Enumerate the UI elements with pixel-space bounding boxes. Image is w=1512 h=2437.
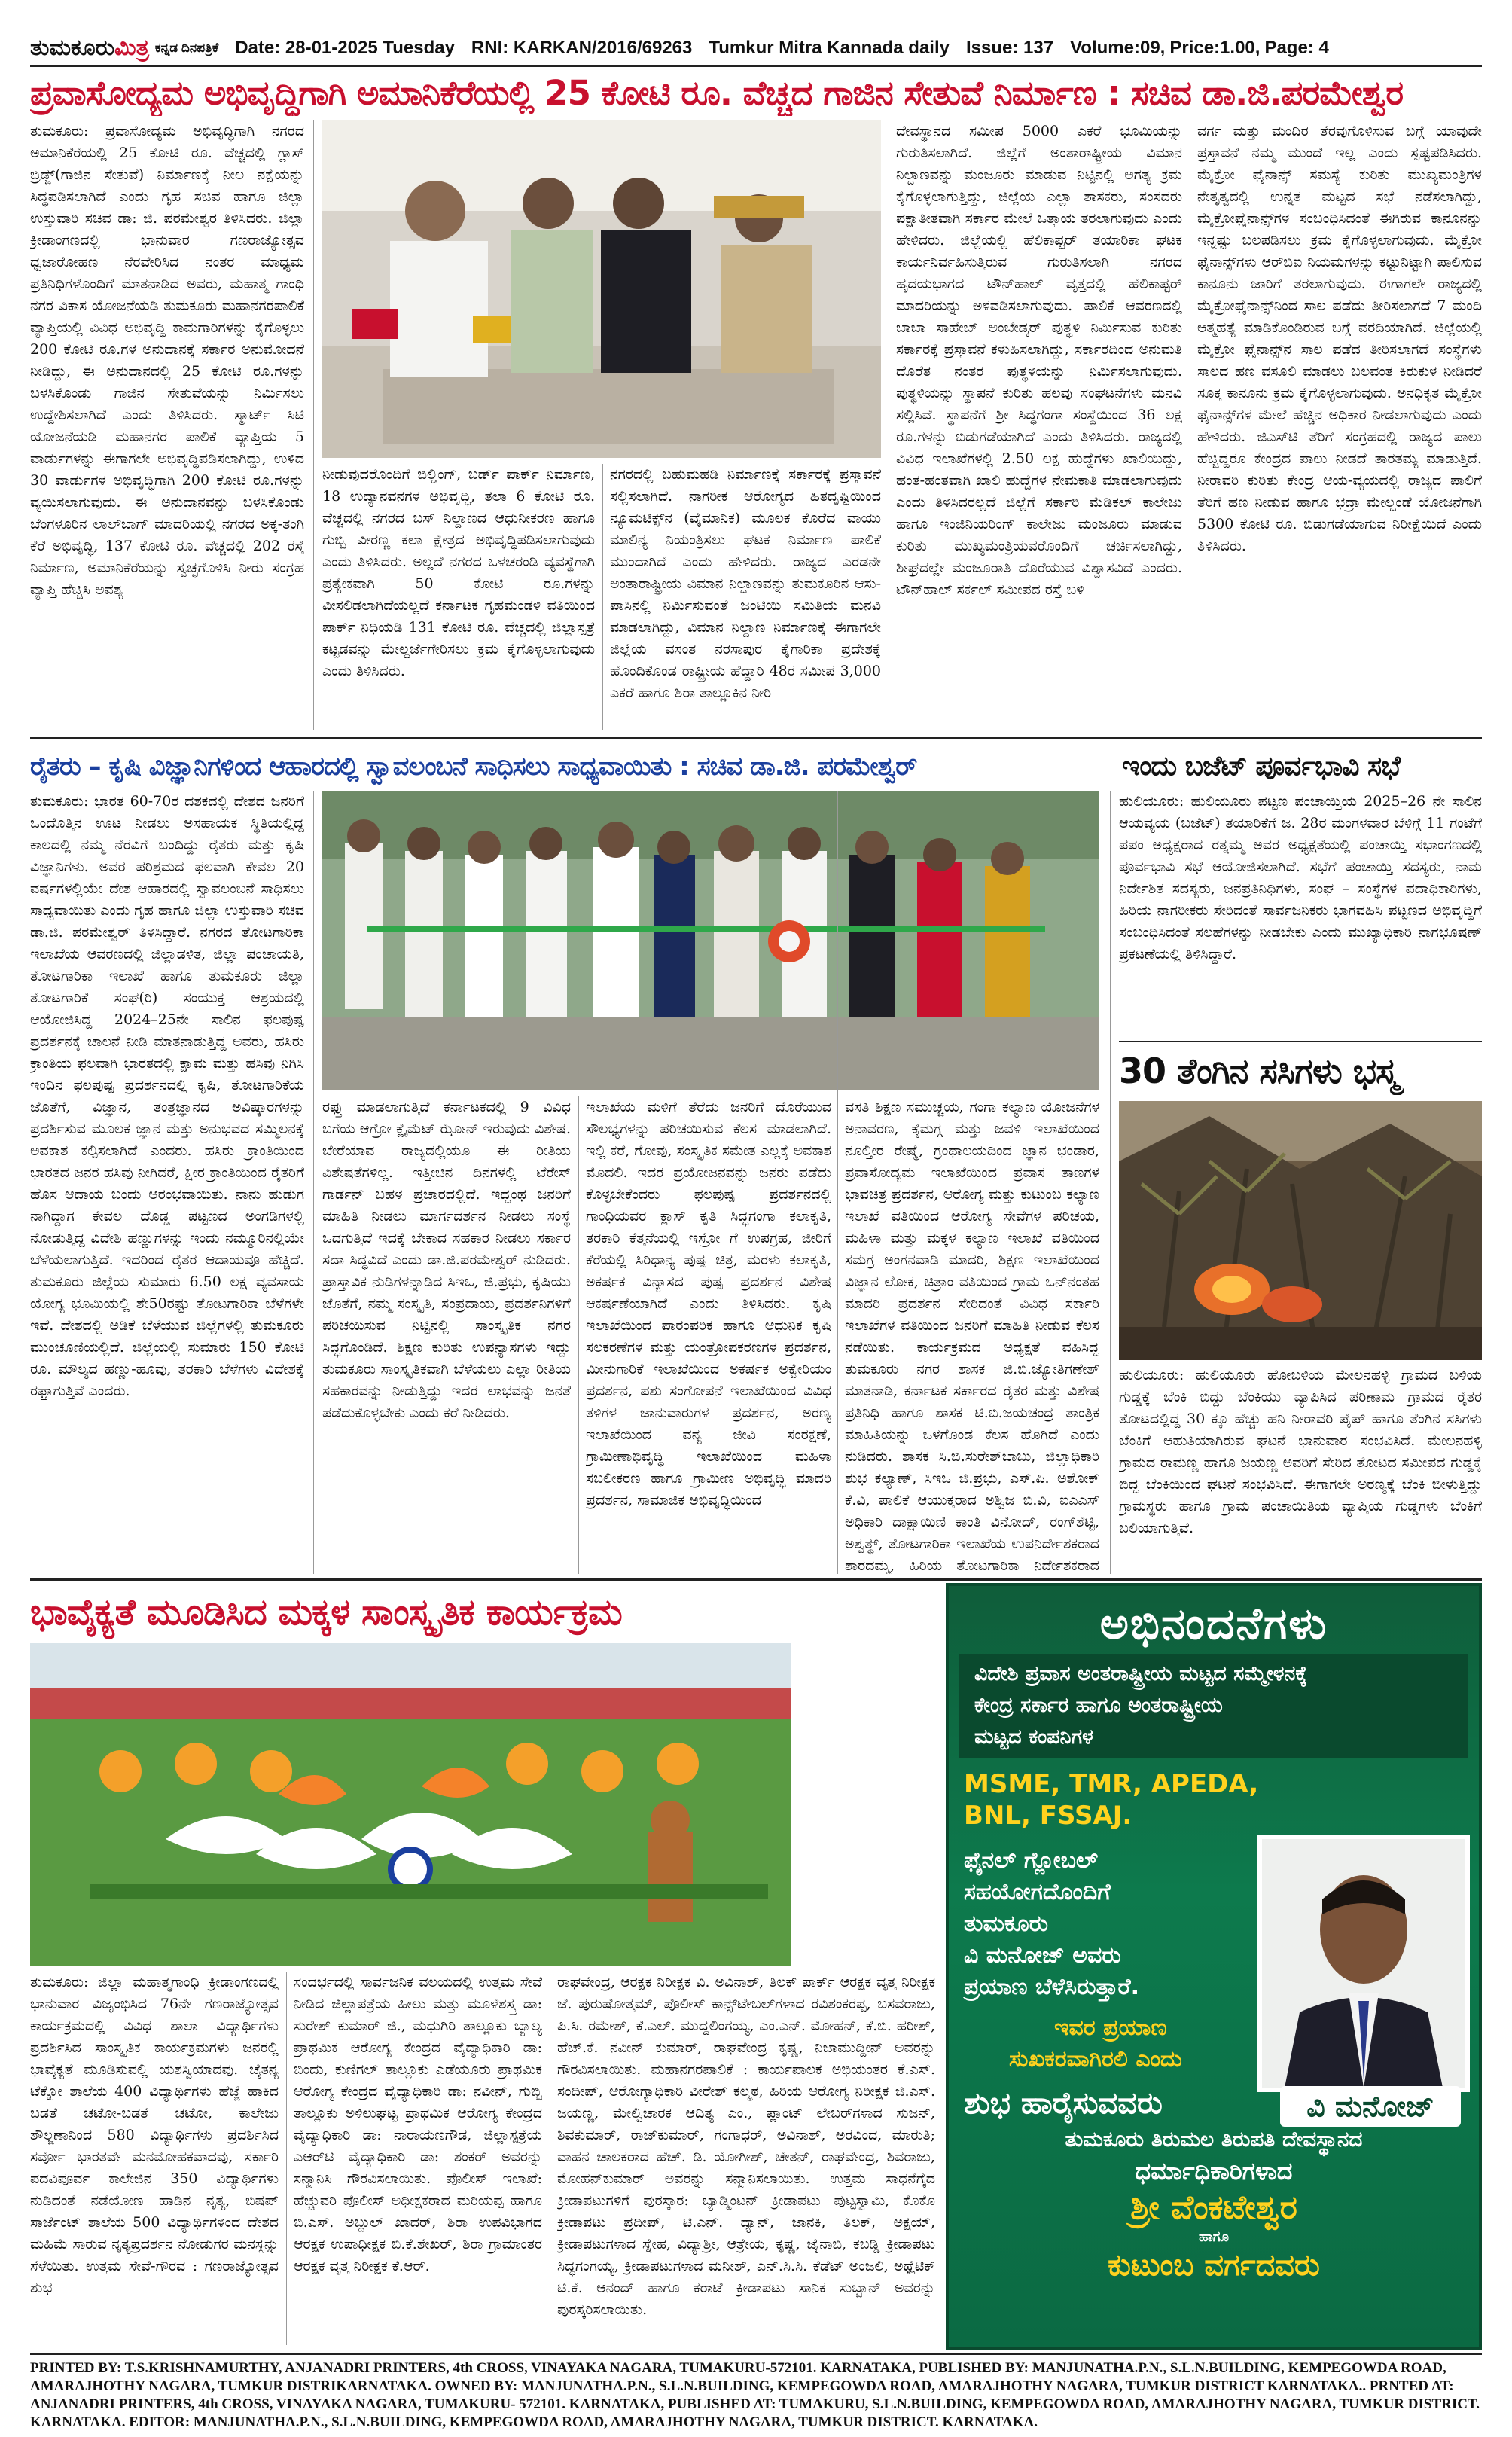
column-divider bbox=[313, 120, 314, 730]
column-divider bbox=[837, 791, 838, 1574]
story1-column-1: ತುಮಕೂರು: ಪ್ರವಾಸೋದ್ಯಮ ಅಭಿವೃದ್ಧಿಗಾಗಿ ನಗರದ ಅಮಾನಿಕೆರೆಯಲ್ಲಿ 25 ಕೋಟಿ ರೂ. ವೆಚ್ಚದಲ್ಲಿ ಗ್ಲಾಸ್ ಬ್ರಿಡ್ಜ್(ಗಾಜಿನ ಸೇತುವೆ) ನಿರ್ಮಾಣಕ್ಕೆ ನೀಲ ನಕ್ಷೆಯನ್ನು ಸಿದ್ಧಪಡಿಸಲಾಗಿದೆ ಎಂದು ಗೃಹ ಸಚಿವ ಹಾಗೂ ಜಿಲ್ಲಾ ಉಸ್ತುವಾರಿ ಸಚಿವ ಡಾ: ಜಿ. ಪರಮೇಶ್ವರ ತಿಳಿಸಿದರು. ಜಿಲ್ಲಾ ಕ್ರೀಡಾಂಗಣದಲ್ಲಿ ಭಾನುವಾರ ಗಣರಾಜ್ಯೋತ್ಸವ ಧ್ವಜಾರೋಹಣ ನೆರವೇರಿಸಿದ ನಂತರ ಮಾಧ್ಯಮ ಪ್ರತಿನಿಧಿಗಳೊಂದಿಗೆ ಮಾತನಾಡಿದ ಅವರು, ಮಹಾತ್ಮ ಗಾಂಧಿ ನಗರ ವಿಕಾಸ ಯೋಜನೆಯಡಿ ತುಮಕೂರು ಮಹಾನಗರಪಾಲಿಕೆ ವ್ಯಾಪ್ತಿಯಲ್ಲಿ ವಿವಿಧ ಅಭಿವೃದ್ಧಿ ಕಾಮಗಾರಿಗಳನ್ನು ಕೈಗೊಳ್ಳಲು 200 ಕೋಟಿ ರೂ.ಗಳ ಅನುದಾನಕ್ಕೆ ಸರ್ಕಾರ ಅನುಮೋದನೆ ನೀಡಿದ್ದು, ಈ ಅನುದಾನದಲ್ಲಿ 25 ಕೋಟಿ ರೂ.ಗಳನ್ನು ಬಳಸಿಕೊಂಡು ಗಾಜಿನ ಸೇತುವೆಯನ್ನು ನಿರ್ಮಿಸಲು ಉದ್ದೇಶಿಸಲಾಗಿದೆ ಎಂದು ತಿಳಿಸಿದರು. ಸ್ಮಾರ್ಟ್ ಸಿಟಿ ಯೋಜನೆಯಡಿ ಮಹಾನಗರ ಪಾಲಿಕೆ ವ್ಯಾಪ್ತಿಯ 5 ವಾರ್ಡುಗಳನ್ನು ಈಗಾಗಲೇ ಅಭಿವೃದ್ಧಿಪಡಿಸಲಾಗಿದ್ದು, ಉಳಿದ 30 ವಾರ್ಡುಗಳ ಅಭಿವೃದ್ಧಿಗಾಗಿ 200 ಕೋಟಿ ರೂ.ಗಳನ್ನು ವ್ಯಯಿಸಲಾಗುವುದು. ಈ ಅನುದಾನವನ್ನು ಬಳಸಿಕೊಂಡು ಬೆಂಗಳೂರಿನ ಲಾಲ್‌ಬಾಗ್ ಮಾದರಿಯಲ್ಲಿ ನಗರದ ಅಕ್ಕ-ತಂಗಿ ಕೆರೆ ಅಭಿವೃದ್ಧಿ, 137 ಕೋಟಿ ರೂ. ವೆಚ್ಚದಲ್ಲಿ 202 ರಸ್ತೆ ನಿರ್ಮಾಣ, ಅಮಾನಿಕೆರೆಯನ್ನು ಸ್ವಚ್ಛಗೊಳಿಸಿ ನೀರು ಸಂಗ್ರಹ ವ್ಯಾಪ್ತಿ ಹೆಚ್ಚಿಸಿ ಅವಶ್ಯ bbox=[30, 123, 304, 598]
column-divider bbox=[286, 1972, 287, 2345]
page-number: Page: 4 bbox=[1264, 38, 1329, 58]
ad-line-10: ಪ್ರಯಾಣ ಬೆಳೆಸಿರುತ್ತಾರೆ. bbox=[964, 1974, 1140, 2000]
coconut-headline: 30 ತೆಂಗಿನ ಸಸಿಗಳು ಭಸ್ಮ bbox=[1119, 1051, 1398, 1091]
ad-line-8: ತುಮಕೂರು bbox=[964, 1911, 1049, 1937]
story2-headline: ರೈತರು – ಕೃಷಿ ವಿಜ್ಞಾನಿಗಳಿಂದ ಆಹಾರದಲ್ಲಿ ಸ್ವಾವಲಂಬನೆ ಸಾಧಿಸಲು ಸಾಧ್ಯವಾಯಿತು : ಸಚಿವ ಡಾ.ಜಿ. ಪರಮೇಶ್ವರ್ bbox=[30, 752, 917, 782]
ad-line-14: ತುಮಕೂರು ತಿರುಮಲ ತಿರುಪತಿ ದೇವಸ್ಥಾನದ bbox=[1065, 2127, 1363, 2152]
ad-line-3: ಮಟ್ಟದ ಕಂಪನಿಗಳ bbox=[974, 1725, 1093, 1749]
congratulations-ad bbox=[946, 1583, 1482, 2350]
column-divider bbox=[602, 464, 603, 730]
rni-number: RNI: KARKAN/2016/69263 bbox=[471, 38, 693, 58]
story1-photo bbox=[322, 120, 881, 458]
budget-headline: ಇಂದು ಬಜೆಟ್ ಪೂರ್ವಭಾವಿ ಸಭೆ bbox=[1122, 751, 1401, 782]
ad-line-6: ಫೈನಲ್ ಗ್ಲೋಬಲ್ bbox=[964, 1847, 1099, 1874]
volume: Volume:09, bbox=[1070, 38, 1166, 58]
paper-name: Tumkur Mitra Kannada daily bbox=[709, 38, 950, 58]
story2-column-2: ರಫ್ತು ಮಾಡಲಾಗುತ್ತಿದೆ ಕರ್ನಾಟಕದಲ್ಲಿ 9 ವಿವಿಧ ಬಗೆಯ ಆಗ್ರೋ ಕ್ಲೈಮೆಟ್ ಝೋನ್ ಇರುವುದು ವಿಶೇಷ. ಬೇರೆಯಾವ ರಾಜ್ಯದಲ್ಲಿಯೂ ಈ ರೀತಿಯ ವಿಶೇಷತೆಗಳಿಲ್ಲ. ಇತ್ತೀಚಿನ ದಿನಗಳಲ್ಲಿ ಟೆರೇಸ್ ಗಾರ್ಡನ್ ಬಹಳ ಪ್ರಚಾರದಲ್ಲಿದೆ. ಇದ್ದಂಥ ಜನರಿಗೆ ಮಾಹಿತಿ ನೀಡಲು ಮಾರ್ಗದರ್ಶನ ನೀಡಲು ಸಂಸ್ಥೆ ಒದಗುತ್ತಿದೆ ಇದಕ್ಕೆ ಬೇಕಾದ ಸಹಕಾರ ನೀಡಲು ಸರ್ಕಾರ ಸದಾ ಸಿದ್ಧವಿದೆ ಎಂದು ಡಾ.ಜಿ.ಪರಮೇಶ್ವರ್ ನುಡಿದರು. ಪ್ರಾಸ್ತಾವಿಕ ನುಡಿಗಳನ್ನಾಡಿದ ಸಿಇಒ, ಜಿ.ಪ್ರಭು, ಕೃಷಿಯು ಜೊತೆಗೆ, ನಮ್ಮ ಸಂಸ್ಕೃತಿ, ಸಂಪ್ರದಾಯ, ಪ್ರದರ್ಶನಿಗಳಿಗೆ ಪರಿಚಯಿಸುವ ನಿಟ್ಟಿನಲ್ಲಿ ಸಾಂಸ್ಕೃತಿಕ ನಗರ ಸಿದ್ಧಗೊಂಡಿದೆ. ಶಿಕ್ಷಣ ಕುರಿತು ಉಪನ್ಯಾಸಗಳು ಇದ್ದು ತುಮಕೂರು ಸಾಂಸ್ಕೃತಿಕವಾಗಿ ಬೆಳೆಯಲು ಎಲ್ಲಾ ರೀತಿಯ ಸಹಕಾರವನ್ನು ನೀಡುತ್ತಿದ್ದು ಇದರ ಲಾಭವನ್ನು ಜನತೆ ಪಡೆದುಕೊಳ್ಳಬೇಕು ಎಂದು ಕರೆ ನೀಡಿದರು. bbox=[322, 1099, 571, 1421]
column-divider bbox=[578, 1096, 579, 1574]
ad-line-18: ಕುಟುಂಬ ವರ್ಗದವರು bbox=[1108, 2248, 1320, 2283]
column-divider bbox=[1110, 791, 1111, 1574]
story3-column-1: ತುಮಕೂರು: ಜಿಲ್ಲಾ ಮಹಾತ್ಮಗಾಂಧಿ ಕ್ರೀಡಾಂಗಣದಲ್ಲಿ ಭಾನುವಾರ ವಿಜೃಂಭಿಸಿದ 76ನೇ ಗಣರಾಜ್ಯೋತ್ಸವ ಕಾರ್ಯಕ್ರಮದಲ್ಲಿ ವಿವಿಧ ಶಾಲಾ ವಿದ್ಯಾರ್ಥಿಗಳು ಪ್ರದರ್ಶಿಸಿದ ಸಾಂಸ್ಕೃತಿಕ ಕಾರ್ಯಕ್ರಮಗಳು ಜನರಲ್ಲಿ ಭಾವೈಕ್ಯತೆ ಮೂಡಿಸುವಲ್ಲಿ ಯಶಸ್ವಿಯಾದವು. ಚೈತನ್ಯ ಟೆಕ್ನೋ ಶಾಲೆಯ 400 ವಿದ್ಯಾರ್ಥಿಗಳು ಹೆಜ್ಜೆ ಹಾಕಿದ ಬಡತೆ ಚಟೋ-ಬಡತೆ ಚಟೋ, ಕಾಲೇಜು ಶೌಲ್ಜಣಾನಿಂದ 580 ವಿದ್ಯಾರ್ಥಿಗಳು ಪ್ರದರ್ಶಿಸಿದ ಸರ್ವೋ ಭಾರತವೇ ಮನಮೋಹಕವಾದವು, ಸರ್ಕಾರಿ ಪದವಿಪೂರ್ವ ಕಾಲೇಜಿನ 350 ವಿದ್ಯಾರ್ಥಿಗಳು ನುಡಿದಂತೆ ನಡೆಯೋಣ ಹಾಡಿನ ನೃತ್ಯ, ಬಿಷಪ್ ಸಾರ್ಜೆಂಟ್ ಶಾಲೆಯ 500 ವಿದ್ಯಾರ್ಥಿಗಳಿಂದ ದೇಶದ ಮಹಿಮೆ ಸಾರುವ ನೃತ್ಯಪ್ರದರ್ಶನ ನೋಡುಗರ ಮನಸ್ಸನ್ನು ಸೆಳೆಯಿತು. ಉತ್ತಮ ಸೇವೆ-ಗೌರವ : ಗಣರಾಜ್ಯೋತ್ಸವ ಶುಭ bbox=[30, 1974, 279, 2296]
ad-name-tag: ವಿ ಮನೋಜ್ bbox=[1280, 2086, 1461, 2127]
story2-column-3: ಇಲಾಖೆಯ ಮಳಿಗೆ ತೆರೆದು ಜನರಿಗೆ ದೊರೆಯುವ ಸೌಲಭ್ಯಗಳನ್ನು ಪರಿಚಯಿಸುವ ಕೆಲಸ ಮಾಡಲಾಗಿದೆ. ಇಲ್ಲಿ ಕರೆ, ಗೋವು, ಸಂಸ್ಕೃತಿಕ ಸಮೇತ ಎಲ್ಲಕ್ಕೆ ಅವಕಾಶ ಮೊದಲಿ. ಇದರ ಪ್ರಯೋಜನವನ್ನು ಜನರು ಪಡೆದು ಕೊಳ್ಳಬೇಕೆಂದರು ಫಲಪುಷ್ಪ ಪ್ರದರ್ಶನದಲ್ಲಿ ಗಾಂಧಿಯವರ ಕ್ಲಾಸ್ ಕೃತಿ ಸಿದ್ಧಗಂಗಾ ಕಲಾಕೃತಿ, ತರಕಾರಿ ಕೆತ್ತನೆಯಲ್ಲಿ ಇಸ್ರೋ ಗೆ ಉಪಗ್ರಹ, ಜೀರಿಗೆ ಕೆರೆಯಲ್ಲಿ ಸಿರಿಧಾನ್ಯ ಪುಷ್ಪ ಚಿತ್ರ, ಮರಳು ಕಲಾಕೃತಿ, ಅಕರ್ಷಕ ವಿನ್ಯಾಸದ ಪುಷ್ಪ ಪ್ರದರ್ಶನ ವಿಶೇಷ ಆಕರ್ಷಣೆಯಾಗಿದೆ ಎಂದು ತಿಳಿಸಿದರು. ಕೃಷಿ ಇಲಾಖೆಯಿಂದ ಪಾರಂಪರಿಕ ಹಾಗೂ ಆಧುನಿಕ ಕೃಷಿ ಸಲಕರಣೆಗಳ ಮತ್ತು ಯಂತ್ರೋಪಕರಣಗಳ ಪ್ರದರ್ಶನ, ಮೀನುಗಾರಿಕೆ ಇಲಾಖೆಯಿಂದ ಅಕರ್ಷಕ ಅಕ್ವೇರಿಯಂ ಪ್ರದರ್ಶನ, ಪಶು ಸಂಗೋಪನೆ ಇಲಾಖೆಯಿಂದ ವಿವಿಧ ತಳಿಗಳ ಜಾನುವಾರುಗಳ ಪ್ರದರ್ಶನ, ಅರಣ್ಯ ಇಲಾಖೆಯಿಂದ ವನ್ಯ ಜೀವಿ ಸಂರಕ್ಷಣೆ, ಗ್ರಾಮೀಣಾಭಿವೃದ್ಧಿ ಇಲಾಖೆಯಿಂದ ಮಹಿಳಾ ಸಬಲೀಕರಣ ಹಾಗೂ ಗ್ರಾಮೀಣ ಅಭಿವೃದ್ಧಿ ಮಾದರಿ ಪ್ರದರ್ಶನ, ಸಾಮಾಜಿಕ ಅಭಿವೃದ್ಧಿಯಿಂದ bbox=[586, 1099, 831, 1508]
story2-column-4: ವಸತಿ ಶಿಕ್ಷಣ ಸಮುಚ್ಚಯ, ಗಂಗಾ ಕಲ್ಯಾಣ ಯೋಜನೆಗಳ ಅನಾವರಣ, ಕೈಮಗ್ಗ ಮತ್ತು ಜವಳಿ ಇಲಾಖೆಯಿಂದ ನೂಲ್ತೀರ ರೇಷ್ಮೆ, ಗ್ರಂಥಾಲಯದಿಂದ ಜ್ಞಾನ ಭಂಡಾರ, ಪ್ರವಾಸೋದ್ಯಮ ಇಲಾಖೆಯಿಂದ ಪ್ರವಾಸ ತಾಣಗಳ ಭಾವಚಿತ್ರ ಪ್ರದರ್ಶನ, ಆರೋಗ್ಯ ಮತ್ತು ಕುಟುಂಬ ಕಲ್ಯಾಣ ಇಲಾಖೆ ವತಿಯಿಂದ ಆರೋಗ್ಯ ಸೇವೆಗಳ ಪರಿಚಯ, ಮಹಿಳಾ ಮತ್ತು ಮಕ್ಕಳ ಕಲ್ಯಾಣ ಇಲಾಖೆ ವತಿಯಿಂದ ಸಮಗ್ರ ಅಂಗನವಾಡಿ ಮಾದರಿ, ಶಿಕ್ಷಣ ಇಲಾಖೆಯಿಂದ ವಿಜ್ಞಾನ ಲೋಕ, ಚಿತ್ರಾಂ ವತಿಯಿಂದ ಗ್ರಾಮ ಒನ್‌ನಂತಹ ಮಾದರಿ ಪ್ರದರ್ಶನ ಸೇರಿದಂತೆ ವಿವಿಧ ಸರ್ಕಾರಿ ಇಲಾಖೆಗಳ ವತಿಯಿಂದ ಜನರಿಗೆ ಮಾಹಿತಿ ನೀಡುವ ಕೆಲಸ ನಡೆಯಿತು. ಕಾರ್ಯಕ್ರಮದ ಅಧ್ಯಕ್ಷತೆ ವಹಿಸಿದ್ದ ತುಮಕೂರು ನಗರ ಶಾಸಕ ಜಿ.ಬಿ.ಜ್ಯೋತಿಗಣೇಶ್ ಮಾತನಾಡಿ, ಕರ್ನಾಟಕ ಸರ್ಕಾರದ ರೈತರ ಮತ್ತು ವಿಶೇಷ ಪ್ರತಿನಿಧಿ ಹಾಗೂ ಶಾಸಕ ಟಿ.ಬಿ.ಜಯಚಂದ್ರ ತಾಂತ್ರಿಕ ಮಾಹಿತಿಯನ್ನು ಒಳಗೊಂಡ ಕೆಲಸ ಹೊಗಿದೆ ಎಂದು ನುಡಿದರು. ಶಾಸಕ ಸಿ.ಬಿ.ಸುರೇಶ್‌ಬಾಬು, ಜಿಲ್ಲಾಧಿಕಾರಿ ಶುಭ ಕಲ್ಯಾಣ್, ಸಿಇಒ ಜಿ.ಪ್ರಭು, ಎಸ್.ಪಿ. ಅಶೋಕ್ ಕೆ.ವಿ, ಪಾಲಿಕೆ ಆಯುಕ್ತರಾದ ಅಶ್ವಿಜ ಬಿ.ವಿ, ಐಎಎಸ್ ಅಧಿಕಾರಿ ದಾಕ್ಷಾಯಿಣಿ ಕಾಂತಿ ವಿನೋದ್, ರಂಗ್‌ಶೆಟ್ಟಿ, ಅಶ್ವತ್ಥ್, ತೋಟಗಾರಿಕಾ ಇಲಾಖೆಯ ಉಪನಿರ್ದೇಶಕರಾದ ಶಾರದಮ್ಮ, ಹಿರಿಯ ತೋಟಗಾರಿಕಾ ನಿರ್ದೇಶಕರಾದ bbox=[845, 1099, 1099, 1574]
story1-headline: ಪ್ರವಾಸೋದ್ಯಮ ಅಭಿವೃದ್ಧಿಗಾಗಿ ಅಮಾನಿಕೆರೆಯಲ್ಲಿ 25 ಕೋಟಿ ರೂ. ವೆಚ್ಚದ ಗಾಜಿನ ಸೇತುವೆ ನಿರ್ಮಾಣ : ಸಚಿವ ಡಾ.ಜಿ.ಪರಮೇಶ್ವರ bbox=[30, 73, 1404, 113]
story1-column-2: ನೀಡುವುದರೊಂದಿಗೆ ಬಿಲ್ಡಿಂಗ್, ಬರ್ಡ್ ಪಾರ್ಕ್ ನಿರ್ಮಾಣ, 18 ಉದ್ಯಾನವನಗಳ ಅಭಿವೃದ್ಧಿ, ತಲಾ 6 ಕೋಟಿ ರೂ. ವೆಚ್ಚದಲ್ಲಿ ನಗರದ ಬಸ್ ನಿಲ್ದಾಣದ ಆಧುನೀಕರಣ ಹಾಗೂ ಗುಬ್ಬಿ ವೀರಣ್ಣ ಕಲಾ ಕ್ಷೇತ್ರದ ಅಭಿವೃದ್ಧಿಪಡಿಸಲಾಗುವುದು ಎಂದು ತಿಳಿಸಿದರು. ಅಲ್ಲದೆ ನಗರದ ಒಳಚರಂಡಿ ವ್ಯವಸ್ಥೆಗಾಗಿ ಪ್ರತ್ಯೇಕವಾಗಿ 50 ಕೋಟಿ ರೂ.ಗಳನ್ನು ವೀಸಲಿಡಲಾಗಿದೆಯಲ್ಲದೆ ಕರ್ನಾಟಕ ಗೃಹಮಂಡಳಿ ವತಿಯಿಂದ ಪಾರ್ಕ್ ನಿಧಿಯಡಿ 131 ಕೋಟಿ ರೂ. ವೆಚ್ಚದಲ್ಲಿ ಜಿಲ್ಲಾಸ್ಪತ್ರೆ ಕಟ್ಟಡವನ್ನು ಮೇಲ್ದರ್ಜೆಗೇರಿಸಲು ಕ್ರಮ ಕೈಗೊಳ್ಳಲಾಗುವುದು ಎಂದು ತಿಳಿಸಿದರು. bbox=[322, 466, 595, 679]
ad-line-16: ಶ್ರೀ ವೆಂಕಟೇಶ್ವರ bbox=[1130, 2188, 1297, 2227]
column-divider bbox=[313, 791, 314, 1574]
ad-line-2: ಕೇಂದ್ರ ಸರ್ಕಾರ ಹಾಗೂ ಅಂತರಾಷ್ಟ್ರೀಯ bbox=[974, 1694, 1223, 1717]
coconut-text: ಹುಲಿಯೂರು: ಹುಲಿಯೂರು ಹೋಬಳಿಯ ಮೇಲನಹಳ್ಳಿ ಗ್ರಾಮದ ಬಳಿಯ ಗುಡ್ಡಕ್ಕೆ ಬೆಂಕಿ ಬಿದ್ದು ಬೆಂಕಿಯು ವ್ಯಾಪಿಸಿದ ಪರಿಣಾಮ ಗ್ರಾಮದ ರೈತರ ತೋಟದಲ್ಲಿದ್ದ 30 ಕ್ಕೂ ಹೆಚ್ಚು ಹನಿ ನೀರಾವರಿ ಪೈಪ್ ಹಾಗೂ ತೆಂಗಿನ ಸಸಿಗಳು ಬೆಂಕಿಗೆ ಆಹುತಿಯಾಗಿರುವ ಘಟನೆ ಭಾನುವಾರ ಸಂಭವಿಸಿದೆ. ಮೇಲನಹಳ್ಳಿ ಗ್ರಾಮದ ರಾಮಣ್ಣ ಹಾಗೂ ಜಯಣ್ಣ ಅವರಿಗೆ ಸೇರಿದ ತೋಟದ ಸಮೀಪದ ಗುಡ್ಡಕ್ಕೆ ಬಿದ್ದ ಬೆಂಕಿಯಿಂದ ಘಟನೆ ಸಂಭವಿಸಿದೆ. ಈಗಾಗಲೇ ಅರಣ್ಯಕ್ಕೆ ಬೆಂಕಿ ಬೀಳುತ್ತಿದ್ದು ಗ್ರಾಮಸ್ಥರು ಹಾಗೂ ಗ್ರಾಮ ಪಂಚಾಯಿತಿಯ ವ್ಯಾಪ್ತಿಯ ಗುಡ್ಡಗಳು ಬೆಂಕಿಗೆ ಬಲಿಯಾಗುತ್ತಿವೆ. bbox=[1119, 1367, 1482, 1536]
story3-photo bbox=[30, 1643, 791, 1966]
story3-headline: ಭಾವೈಕ್ಯತೆ ಮೂಡಿಸಿದ ಮಕ್ಕಳ ಸಾಂಸ್ಕೃತಿಕ ಕಾರ್ಯಕ್ರಮ bbox=[30, 1591, 622, 1633]
story2-column-1: ತುಮಕೂರು: ಭಾರತ 60-70ರ ದಶಕದಲ್ಲಿ ದೇಶದ ಜನರಿಗೆ ಒಂದೊತ್ತಿನ ಊಟ ನೀಡಲು ಅಸಹಾಯಕ ಸ್ಥಿತಿಯಲ್ಲಿದ್ದ ಕಾಲದಲ್ಲಿ ನಮ್ಮ ನೆರವಿಗೆ ಬಂದಿದ್ದು ರೈತರು ಮತ್ತು ಕೃಷಿ ವಿಜ್ಞಾನಿಗಳು. ಅವರ ಪರಿಶ್ರಮದ ಫಲವಾಗಿ ಕೇವಲ 20 ವರ್ಷಗಳಲ್ಲಿಯೇ ದೇಶ ಆಹಾರದಲ್ಲಿ ಸ್ವಾವಲಂಬನೆ ಸಾಧಿಸಲು ಸಾಧ್ಯವಾಯಿತು ಎಂದು ಗೃಹ ಹಾಗೂ ಜಿಲ್ಲಾ ಉಸ್ತುವಾರಿ ಸಚಿವ ಡಾ.ಜಿ. ಪರಮೇಶ್ವರ್ ತಿಳಿಸಿದ್ದಾರೆ. ನಗರದ ತೋಟಗಾರಿಕಾ ಇಲಾಖೆಯ ಆವರಣದಲ್ಲಿ ಜಿಲ್ಲಾಡಳಿತ, ಜಿಲ್ಲಾ ಪಂಚಾಯತಿ, ತೋಟಗಾರಿಕಾ ಇಲಾಖೆ ಹಾಗೂ ತುಮಕೂರು ಜಿಲ್ಲಾ ತೋಟಗಾರಿಕೆ ಸಂಘ(ರಿ) ಸಂಯುಕ್ತ ಆಶ್ರಯದಲ್ಲಿ ಆಯೋಜಿಸಿದ್ದ 2024–25ನೇ ಸಾಲಿನ ಫಲಪುಷ್ಪ ಪ್ರದರ್ಶನಕ್ಕೆ ಚಾಲನೆ ನೀಡಿ ಮಾತನಾಡುತ್ತಿದ್ದ ಅವರು, ಹಸಿರು ಕ್ರಾಂತಿಯ ಫಲವಾಗಿ ಭಾರತದಲ್ಲಿ ಕ್ಷಾಮ ಮತ್ತು ಹಸಿವು ನಿಗಿಸಿ ಇಂದಿನ ಫಲಪುಷ್ಪ ಪ್ರದರ್ಶನದಲ್ಲಿ ಕೃಷಿ, ತೋಟಗಾರಿಕೆಯ ಜೊತೆಗೆ, ವಿಜ್ಞಾನ, ತಂತ್ರಜ್ಞಾನದ ಅವಿಷ್ಕಾರಗಳನ್ನು ಪ್ರದರ್ಶಿಸುವ ಮೂಲಕ ಜ್ಞಾನ ಮತ್ತು ಅನುಭವದ ಸಮ್ಮಿಲನಕ್ಕೆ ಅವಕಾಶ ಕಲ್ಪಿಸಲಾಗಿದೆ ಎಂದರು. ಹಸಿರು ಕ್ರಾಂತಿಯಿಂದ ಭಾರತದ ಜನರ ಹಸಿವು ನೀಗಿದರೆ, ಕ್ಷೀರ ಕ್ರಾಂತಿಯಿಂದ ರೈತರಿಗೆ ಹೊಸ ಆದಾಯ ಬಂದು ಆರಂಭವಾಯಿತು. ನಾನು ಹುಡುಗ ನಾಗಿದ್ದಾಗ ಕೇವಲ ದೊಡ್ಡ ಪಟ್ಟಣದ ಅಂಗಡಿಗಳಲ್ಲಿ ನೋಡುತ್ತಿದ್ದ ವಿದೇಶಿ ಹಣ್ಣುಗಳನ್ನು ಇಂದು ನಮ್ಮೂರಿನಲ್ಲಿಯೇ ಬೆಳೆಯಲಾಗುತ್ತಿದೆ. ಇದರಿಂದ ರೈತರ ಆದಾಯವೂ ಹೆಚ್ಚಿದೆ. ತುಮಕೂರು ಜಿಲ್ಲೆಯ ಸುಮಾರು 6.50 ಲಕ್ಷ ವ್ಯವಸಾಯ ಯೋಗ್ಯ ಭೂಮಿಯಲ್ಲಿ ಶೇ50ರಷ್ಟು ತೋಟಗಾರಿಕಾ ಬೆಳೆಗಳೇ ಇವೆ. ದೇಶದಲ್ಲಿ ಅಡಿಕೆ ಬೆಳೆಯುವ ಜಿಲ್ಲೆಗಳಲ್ಲಿ ತುಮಕೂರು ಮುಂಚೂಣಿಯಲ್ಲಿದೆ. ಜಿಲ್ಲೆಯಲ್ಲಿ ಸುಮಾರು 150 ಕೋಟಿ ರೂ. ಮೌಲ್ಯದ ಹಣ್ಣು-ಹೂವು, ತರಕಾರಿ ಬೆಳೆಗಳು ವಿದೇಶಕ್ಕೆ ರಫ್ತಾಗುತ್ತಿವೆ ಎಂದರು. bbox=[30, 793, 304, 1399]
story2-photo bbox=[322, 791, 1099, 1090]
ad-line-5: BNL, FSSAJ. bbox=[964, 1801, 1132, 1831]
paper-tagline: ಕನ್ನಡ ದಿನಪತ್ರಿಕೆ bbox=[154, 41, 219, 55]
ad-title: ಅಭಿನಂದನೆಗಳು bbox=[1099, 1598, 1328, 1649]
coconut-fire-photo bbox=[1119, 1101, 1482, 1360]
issue-number: Issue: 137 bbox=[966, 38, 1054, 58]
story1-column-4: ದೇವಸ್ಥಾನದ ಸಮೀಪ 5000 ಎಕರೆ ಭೂಮಿಯನ್ನು ಗುರುತಿಸಲಾಗಿದೆ. ಜಿಲ್ಲೆಗೆ ಅಂತಾರಾಷ್ಟ್ರೀಯ ವಿಮಾನ ನಿಲ್ದಾಣವನ್ನು ಮಂಜೂರು ಮಾಡುವ ನಿಟ್ಟಿನಲ್ಲಿ ಅಗತ್ಯ ಕ್ರಮ ಕೈಗೊಳ್ಳಲಾಗುತ್ತಿದ್ದು, ಜಿಲ್ಲೆಯ ಎಲ್ಲಾ ಶಾಸಕರು, ಸಂಸದರು ಪಕ್ಷಾತೀತವಾಗಿ ಸರ್ಕಾರ ಮೇಲೆ ಒತ್ತಾಯ ತರಲಾಗುವುದು ಎಂದು ಹೇಳಿದರು. ಜಿಲ್ಲೆಯಲ್ಲಿ ಹೆಲಿಕಾಪ್ಟರ್ ತಯಾರಿಕಾ ಘಟಕ ಕಾರ್ಯನಿರ್ವಹಿಸುತ್ತಿರುವ ಗುರುತಿಸಲಾಗಿ ನಗರದ ಹೃದಯಭಾಗದ ಟೌನ್‌ಹಾಲ್ ವೃತ್ತದಲ್ಲಿ ಹೆಲಿಕಾಪ್ಟರ್ ಮಾದರಿಯನ್ನು ಅಳವಡಿಸಲಾಗುವುದು. ಪಾಲಿಕೆ ಆವರಣದಲ್ಲಿ ಬಾಬಾ ಸಾಹೇಬ್ ಅಂಬೇಡ್ಕರ್ ಪುತ್ಥಳಿ ನಿರ್ಮಿಸುವ ಕುರಿತು ಸರ್ಕಾರಕ್ಕೆ ಪ್ರಸ್ತಾವನೆ ಕಳುಹಿಸಲಾಗಿದ್ದು, ಸರ್ಕಾರದಿಂದ ಅನುಮತಿ ದೊರೆತ ನಂತರ ಪುತ್ಥಳಿಯನ್ನು ನಿರ್ಮಿಸಲಾಗುವುದು. ಪುತ್ಥಳಿಯನ್ನು ಸ್ಥಾಪನೆ ಕುರಿತು ಹಲವು ಸಂಘಟನೆಗಳು ಮನವಿ ಸಲ್ಲಿಸಿವೆ. ಸ್ಥಾಪನೆಗೆ ಶ್ರೀ ಸಿದ್ಧಗಂಗಾ ಸಂಸ್ಥೆಯಿಂದ 36 ಲಕ್ಷ ರೂ.ಗಳನ್ನು ಬಿಡುಗಡೆಯಾಗಿದೆ ಎಂದು ತಿಳಿಸಿದರು. ರಾಜ್ಯದಲ್ಲಿ ವಿವಿಧ ಇಲಾಖೆಗಳಲ್ಲಿ 2.50 ಲಕ್ಷ ಹುದ್ದೆಗಳು ಖಾಲಿಯಿದ್ದು, ಹಂತ-ಹಂತವಾಗಿ ಖಾಲಿ ಹುದ್ದೆಗಳ ನೇಮಕಾತಿ ಮಾಡಲಾಗುವುದು ಎಂದು ತಿಳಿಸಿದರಲ್ಲದೆ ಜಿಲ್ಲೆಗೆ ಸರ್ಕಾರಿ ಮೆಡಿಕಲ್ ಕಾಲೇಜು ಹಾಗೂ ಇಂಜಿನಿಯರಿಂಗ್ ಕಾಲೇಜು ಮಂಜೂರು ಮಾಡುವ ಕುರಿತು ಮುಖ್ಯಮಂತ್ರಿಯವರೊಂದಿಗೆ ಚರ್ಚಿಸಲಾಗಿದ್ದು, ಶೀಘ್ರದಲ್ಲೇ ಮಂಜೂರಾತಿ ದೊರೆಯುವ ವಿಶ್ವಾಸವಿದೆ ಎಂದರು. ಟೌನ್‌ಹಾಲ್ ಸರ್ಕಲ್ ಸಮೀಪದ ರಸ್ತೆ ಬಳಿ bbox=[896, 123, 1182, 598]
ad-line-11: ಇವರ ಪ್ರಯಾಣ bbox=[1054, 2015, 1167, 2041]
ad-line-4: MSME, TMR, APEDA, bbox=[964, 1769, 1259, 1799]
ad-line-7: ಸಹಯೋಗದೊಂದಿಗೆ bbox=[964, 1879, 1111, 1905]
masthead bbox=[30, 32, 1482, 67]
ad-line-12: ಸುಖಕರವಾಗಿರಲಿ ಎಂದು bbox=[1009, 2046, 1182, 2073]
ad-intro-band bbox=[959, 1654, 1468, 1758]
price: Price:1.00, bbox=[1169, 38, 1261, 58]
ad-line-9: ವಿ ಮನೋಜ್ ಅವರು bbox=[964, 1942, 1121, 1969]
ad-line-17: ಹಾಗೂ bbox=[1198, 2229, 1230, 2245]
section-rule bbox=[30, 737, 1482, 739]
section-rule bbox=[1119, 1041, 1482, 1042]
story3-column-three: ರಾಘವೇಂದ್ರ, ಆರಕ್ಷಕ ನಿರೀಕ್ಷಕ ವಿ. ಅವಿನಾಶ್, ತಿಲಕ್ ಪಾರ್ಕ್ ಆರಕ್ಷಕ ವೃತ್ತ ನಿರೀಕ್ಷಕ ಜೆ. ಪುರುಷೋತ್ತಮ್, ಪೊಲೀಸ್ ಕಾನ್ಸ್‌ಟೇಬಲ್‌ಗಳಾದ ರವಿಶಂಕರಪ್ಪ, ಬಸವರಾಜು, ಪಿ.ಸಿ. ರಮೇಶ್, ಕೆ.ಎಲ್. ಮುದ್ದಲಿಂಗಯ್ಯ, ಎಂ.ಎನ್. ಮೋಹನ್, ಕೆ.ಬಿ. ಹರೀಶ್, ಹೆಚ್.ಕೆ. ನವೀನ್ ಕುಮಾರ್, ರಾಘವೇಂದ್ರ ಕೃಷ್ಣ, ನಿಜಾಮುದ್ದೀನ್ ಅವರನ್ನು ಗೌರವಿಸಲಾಯಿತು. ಮಹಾನಗರಪಾಲಿಕೆ : ಕಾರ್ಯಪಾಲಕ ಅಭಿಯಂತರ ಕೆ.ಎಸ್. ಸಂದೀಪ್, ಆರೋಗ್ಯಾಧಿಕಾರಿ ವೀರೇಶ್ ಕಲ್ಮಠ, ಹಿರಿಯ ಆರೋಗ್ಯ ನಿರೀಕ್ಷಕ ಜಿ.ಎಸ್. ಜಯಣ್ಣ, ಮೇಲ್ವಿಚಾರಕ ಆದಿತ್ಯ ಎಂ., ಪ್ಲಾಂಟ್ ಲೇಬರ್‌ಗಳಾದ ಸುಜನ್, ಶಿವಕುಮಾರ್, ರಾಜ್‌ಕುಮಾರ್, ಗಂಗಾಧರ್, ಅವಿನಾಶ್, ಅರವಿಂದ, ಮಾರುತಿ; ವಾಹನ ಚಾಲಕರಾದ ಹೆಚ್. ಡಿ. ಯೋಗೀಶ್, ಚೇತನ್, ರಾಘವೇಂದ್ರ, ಶಿವರಾಜು, ಮೋಹನ್‌ಕುಮಾರ್ ಅವರನ್ನು ಸನ್ಮಾನಿಸಲಾಯಿತು. ಉತ್ತಮ ಸಾಧನೆಗೈದ ಕ್ರೀಡಾಪಟುಗಳಿಗೆ ಪುರಸ್ಕಾರ: ಬ್ಯಾಡ್ಮಿಂಟನ್ ಕ್ರೀಡಾಪಟು ಪುಟ್ಟಸ್ವಾಮಿ, ಕೊಕೊ ಕ್ರೀಡಾಪಟು ಪ್ರದೀಪ್, ಟಿ.ಎನ್. ದ್ಯಾನ್, ಜಾನಕಿ, ತಿಲಕ್, ಅಕ್ಷಯ್, ಕ್ರೀಡಾಪಟುಗಳಾದ ಸ್ನೇಹ, ವಿದ್ಯಾಶ್ರೀ, ಆತ್ರೇಯ, ಕೃಷ್ಣ, ಜೈನಾಬಿ, ಕಬಡ್ಡಿ ಕ್ರೀಡಾಪಟು ಸಿದ್ಧಗಂಗಯ್ಯ, ಕ್ರೀಡಾಪಟುಗಳಾದ ಮನೀಶ್, ಎನ್.ಸಿ.ಸಿ. ಕೆಡೆಟ್ ಅಂಜಲಿ, ಅಥ್ಲೆಟಿಕ್ ಟಿ.ಕೆ. ಆನಂದ್ ಹಾಗೂ ಕರಾಟೆ ಕ್ರೀಡಾಪಟು ಸಾನಿಕ ಸುಬ್ಬಾನ್ ಅವರನ್ನು ಪುರಸ್ಕರಿಸಲಾಯಿತು. bbox=[557, 1974, 935, 2318]
section-rule bbox=[30, 1578, 1482, 1581]
ad-line-1: ವಿದೇಶಿ ಪ್ರವಾಸ ಅಂತರಾಷ್ಟ್ರೀಯ ಮಟ್ಟದ ಸಮ್ಮೇಳನಕ್ಕೆ bbox=[974, 1662, 1308, 1685]
story3-column-2: ಸಂದರ್ಭದಲ್ಲಿ ಸಾರ್ವಜನಿಕ ವಲಯದಲ್ಲಿ ಉತ್ತಮ ಸೇವೆ ನೀಡಿದ ಜಿಲ್ಲಾಪತ್ರೆಯ ಹೀಲು ಮತ್ತು ಮೂಳೆಶಸ್ತ್ರ ಡಾ: ಸುರೇಶ್ ಕುಮಾರ್ ಜಿ., ಮಧುಗಿರಿ ತಾಲ್ಲೂಕು ಬ್ಯಾಲ್ಯ ಪ್ರಾಥಮಿಕ ಆರೋಗ್ಯ ಕೇಂದ್ರದ ವೈದ್ಯಾಧಿಕಾರಿ ಡಾ: ಬಿಂದು, ಕುಣಿಗಲ್ ತಾಲ್ಲೂಕು ಎಡೆಯೂರು ಪ್ರಾಥಮಿಕ ಆರೋಗ್ಯ ಕೇಂದ್ರದ ವೈದ್ಯಾಧಿಕಾರಿ ಡಾ: ನವೀನ್, ಗುಬ್ಬಿ ತಾಲ್ಲೂಕು ಅಳಿಲುಘಟ್ಟ ಪ್ರಾಥಮಿಕ ಆರೋಗ್ಯ ಕೇಂದ್ರದ ವೈದ್ಯಾಧಿಕಾರಿ ಡಾ: ನಾರಾಯಣಗೌಡ, ಜಿಲ್ಲಾಸ್ಪತ್ರೆಯ ಎಆರ್‌ಟಿ ವೈದ್ಯಾಧಿಕಾರಿ ಡಾ: ಶಂಕರ್ ಅವರನ್ನು ಸನ್ಮಾನಿಸಿ ಗೌರವಿಸಲಾಯಿತು. ಪೊಲೀಸ್ ಇಲಾಖೆ: ಹೆಚ್ಚುವರಿ ಪೊಲೀಸ್ ಅಧೀಕ್ಷಕರಾದ ಮರಿಯಪ್ಪ ಹಾಗೂ ಬಿ.ಎಸ್. ಅಬ್ದುಲ್ ಖಾದರ್, ಶಿರಾ ಉಪವಿಭಾಗದ ಆರಕ್ಷಕ ಉಪಾಧೀಕ್ಷಕ ಬಿ.ಕೆ.ಶೇಖರ್, ಶಿರಾ ಗ್ರಾಮಾಂತರ ಆರಕ್ಷಕ ವೃತ್ತ ನಿರೀಕ್ಷಕ ಕೆ.ಆರ್. bbox=[294, 1974, 542, 2274]
story1-column-5: ವರ್ಗ ಮತ್ತು ಮಂದಿರ ತೆರವುಗೊಳಿಸುವ ಬಗ್ಗೆ ಯಾವುದೇ ಪ್ರಸ್ತಾವನೆ ನಮ್ಮ ಮುಂದೆ ಇಲ್ಲ ಎಂದು ಸ್ಪಷ್ಟಪಡಿಸಿದರು. ಮೈಕ್ರೋ ಫೈನಾನ್ಸ್ ಸಮಸ್ಯೆ ಕುರಿತು ಮುಖ್ಯಮಂತ್ರಿಗಳ ನೇತೃತ್ವದಲ್ಲಿ ಉನ್ನತ ಮಟ್ಟದ ಸಭೆ ನಡೆಸಲಾಗಿದ್ದು, ಮೈಕ್ರೋಫೈನಾನ್ಸ್‌ಗಳ ಸಂಬಂಧಿಸಿದಂತೆ ಈಗಿರುವ ಕಾನೂನನ್ನು ಇನ್ನಷ್ಟು ಬಲಪಡಿಸಲು ಕ್ರಮ ಕೈಗೊಳ್ಳಲಾಗುವುದು. ಮೈಕ್ರೋ ಫೈನಾನ್ಸ್‌ಗಳು ಆರ್‌ಬಿಐ ನಿಯಮಗಳನ್ನು ಕಟ್ಟುನಿಟ್ಟಾಗಿ ಪಾಲಿಸುವ ಕಾನೂನು ಜಾರಿಗೆ ತರಲಾಗುವುದು. ಈಗಾಗಲೇ ರಾಜ್ಯದಲ್ಲಿ ಮೈಕ್ರೋಫೈನಾನ್ಸ್‌ನಿಂದ ಸಾಲ ಪಡೆದು ತೀರಿಸಲಾಗದೆ 7 ಮಂದಿ ಆತ್ಮಹತ್ಯೆ ಮಾಡಿಕೊಂಡಿರುವ ಬಗ್ಗೆ ವರದಿಯಾಗಿದೆ. ಜಿಲ್ಲೆಯಲ್ಲಿ ಮೈಕ್ರೋ ಫೈನಾನ್ಸ್‌ನ ಸಾಲ ಪಡೆದ ತೀರಿಸಲಾಗದೆ ಸಂಸ್ಥೆಗಳು ಸಾಲದ ಹಣ ವಸೂಲಿ ಮಾಡಲು ಬಲವಂತ ಕಿರುಕುಳ ನೀಡಿದರೆ ಸೂಕ್ತ ಕಾನೂನು ಕ್ರಮ ಕೈಗೊಳ್ಳಲಾಗುವುದು. ಅನಧಿಕೃತ ಮೈಕ್ರೋ ಫೈನಾನ್ಸ್‌ಗಳ ಮೇಲೆ ಹೆಚ್ಚಿನ ಅಧಿಕಾರ ನೀಡಲಾಗುವುದು ಎಂದು ಹೇಳಿದರು. ಜಿಎಸ್‌ಟಿ ತೆರಿಗೆ ಸಂಗ್ರಹದಲ್ಲಿ ರಾಜ್ಯದ ಪಾಲು ಹೆಚ್ಚಿದ್ದರೂ ಕೇಂದ್ರದ ಪಾಲು ನೀಡದೆ ತಾರತಮ್ಯ ಮಾಡುತ್ತಿದೆ. ನೀರಾವರಿ ಕುರಿತು ಕೇಂದ್ರ ಆಯ-ವ್ಯಯದಲ್ಲಿ ರಾಜ್ಯದ ಪಾಲಿಗೆ ತೆರಿಗೆ ಹಣ ನೀಡುವ ಹಾಗೂ ಭದ್ರಾ ಮೇಲ್ದಂಡೆ ಯೋಜನೆಗಾಗಿ 5300 ಕೋಟಿ ರೂ. ಬಿಡುಗಡೆಯಾಗುವ ನಿರೀಕ್ಷೆಯಿದೆ ಎಂದು ತಿಳಿಸಿದರು. bbox=[1197, 123, 1482, 554]
issue-date: Date: 28-01-2025 Tuesday bbox=[235, 38, 455, 58]
ad-line-13: ಶುಭ ಹಾರೈಸುವವರು bbox=[964, 2086, 1163, 2121]
paper-logo: ತುಮಕೂರುಮಿತ್ರ bbox=[30, 35, 149, 60]
story1-column-3: ನಗರದಲ್ಲಿ ಬಹುಮಹಡಿ ನಿರ್ಮಾಣಕ್ಕೆ ಸರ್ಕಾರಕ್ಕೆ ಪ್ರಸ್ತಾವನೆ ಸಲ್ಲಿಸಲಾಗಿದೆ. ನಾಗರೀಕ ಆರೋಗ್ಯದ ಹಿತದೃಷ್ಟಿಯಿಂದ ನ್ಯೂಮಟಿಕ್ಸ್‌ನ (ವೈಮಾನಿಕ) ಮೂಲಕ ಕೊರೆದ ವಾಯು ಮಾಲಿನ್ಯ ನಿಯಂತ್ರಿಸಲು ಘಟಕ ನಿರ್ಮಾಣ ಪಾಲಿಕೆ ಮುಂದಾಗಿದೆ ಎಂದು ಹೇಳಿದರು. ರಾಜ್ಯದ ಎರಡನೇ ಅಂತಾರಾಷ್ಟ್ರೀಯ ವಿಮಾನ ನಿಲ್ದಾಣವನ್ನು ತುಮಕೂರಿನ ಆಸು-ಪಾಸಿನಲ್ಲಿ ನಿರ್ಮಿಸುವಂತೆ ಜಂಟಿಯಿ ಸಮಿತಿಯ ಮನವಿ ಮಾಡಲಾಗಿದ್ದು, ವಿಮಾನ ನಿಲ್ದಾಣ ನಿರ್ಮಾಣಕ್ಕೆ ಈಗಾಗಲೇ ಜಿಲ್ಲೆಯ ವಸಂತ ನರಸಾಪುರ ಕೈಗಾರಿಕಾ ಪ್ರದೇಶಕ್ಕೆ ಹೊಂದಿಕೊಂಡ ರಾಷ್ಟ್ರೀಯ ಹೆದ್ದಾರಿ 48ರ ಸಮೀಪ 3,000 ಎಕರೆ ಹಾಗೂ ಶಿರಾ ತಾಲ್ಲೂಕಿನ ನೀರಿ bbox=[610, 466, 881, 701]
imprint-footer: PRINTED BY: T.S.KRISHNAMURTHY, ANJANADRI PRINTERS, 4th CROSS, VINAYAKA NAGARA, TUMAKURU-572101. KARNATAKA, PUBLISHED BY: MANJUNATHA.P.N., S.L.N.BUILDING, KEMPEGOWDA ROAD, AMARAJHOTHY NAGARA, TUMKUR DISTRIKARNATAKA. OWNED BY: MANJUNATHA.P.N., S.L.N.BUILDING, KEMPEGOWDA ROAD, AMARAJHOTHY NAGARA, TUMKUR DISTRICT KARNATAKA.. PRNTED AT: ANJANADRI PRINTERS, 4th CROSS, VINAYAKA NAGARA, TUMAKURU- 572101. KARNATAKA, PUBLISHED AT: TUMAKURU, S.L.N.BUILDING, KEMPEGOWDA ROAD, AMARAJHOTHY NAGARA, TUMKUR DISTRICT. KARNATAKA. EDITOR: MANJUNATHA.P.N., S.L.N.BUILDING, KEMPEGOWDA ROAD, AMARAJHOTHY NAGARA, TUMKUR DISTRICT. KARNATAKA. bbox=[30, 2353, 1482, 2432]
ad-portrait bbox=[1257, 1835, 1470, 2092]
ad-line-15: ಧರ್ಮಾಧಿಕಾರಿಗಳಾದ bbox=[1135, 2157, 1293, 2185]
budget-text: ಹುಲಿಯೂರು: ಹುಲಿಯೂರು ಪಟ್ಟಣ ಪಂಚಾಯ್ತಿಯ 2025–26 ನೇ ಸಾಲಿನ ಆಯವ್ಯಯ (ಬಜೆಟ್) ತಯಾರಿಕೆಗೆ ಜ. 28ರ ಮಂಗಳವಾರ ಬೆಳಿಗ್ಗೆ 11 ಗಂಟೆಗೆ ಪಪಂ ಅಧ್ಯಕ್ಷರಾದ ರತ್ನಮ್ಮ ಅವರ ಅಧ್ಯಕ್ಷತೆಯಲ್ಲಿ ಪಂಚಾಯ್ತಿ ಸಭಾಂಗಣದಲ್ಲಿ ಪೂರ್ವಭಾವಿ ಸಭೆ ಆಯೋಜಿಸಲಾಗಿದೆ. ಸಭೆಗೆ ಪಂಚಾಯ್ತಿ ಸದಸ್ಯರು, ನಾಮ ನಿರ್ದೇಶಿತ ಸದಸ್ಯರು, ಜನಪ್ರತಿನಿಧಿಗಳು, ಸಂಘ – ಸಂಸ್ಥೆಗಳ ಪದಾಧಿಕಾರಿಗಳು, ಹಿರಿಯ ನಾಗರೀಕರು ಸೇರಿದಂತೆ ಸಾರ್ವಜನಿಕರು ಭಾಗವಹಿಸಿ ಪಟ್ಟಣದ ಅಭಿವೃದ್ಧಿಗೆ ಸಂಬಂಧಿಸಿದಂತೆ ಸಲಹೆಗಳನ್ನು ನೀಡಬೇಕು ಎಂದು ಮುಖ್ಯಾಧಿಕಾರಿ ನಾಗಭೂಷಣ್ ಪ್ರಕಟಣೆಯಲ್ಲಿ ತಿಳಿಸಿದ್ದಾರೆ. bbox=[1119, 793, 1482, 962]
